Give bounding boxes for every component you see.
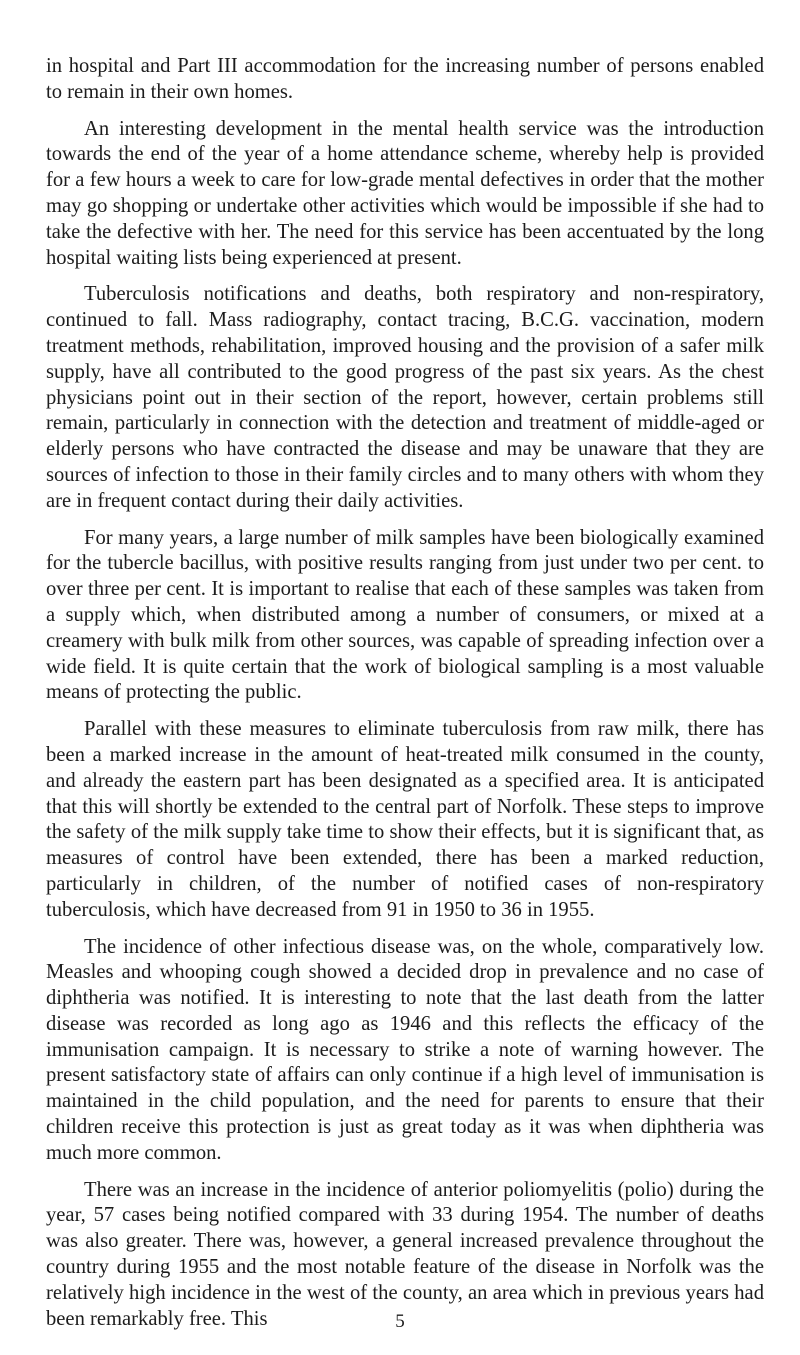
paragraph-infectious-disease: The incidence of other infectious disease was, on the whole, comparatively low. Measles and whooping cough showed a decided drop in prevalence and no case of diphtheria was notified. It is interesting to note that the last death from the latter disease was recorded as long ago as 1946 and this reflects the efficacy of the immunisation campaign. It is necessary to strike a note of warning however. The present satisfactory state of affairs can only continue if a high level of immunisation is maintained in the child population, and the need for parents to ensure that their children receive this protection is just as great today as it was when diphtheria was much more common. <box>46 935 764 1164</box>
page-number: 5 <box>395 1311 405 1332</box>
paragraph-heat-treated-milk: Parallel with these measures to eliminate tuberculosis from raw milk, there has been a marked increase in the amount of heat-treated milk consumed in the county, and already the eastern part has been designated as a specified area. It is anticipated that this will shortly be extended to the central part of Norfolk. These steps to improve the safety of the milk supply take time to show their effects, but it is significant that, as measures of control have been extended, there has been a marked reduction, particularly in children, of the number of notified cases of non-respiratory tuberculosis, which have decreased from 91 in 1950 to 36 in 1955. <box>46 718 764 921</box>
document-page <box>46 54 764 1332</box>
paragraph-hospital-accommodation: in hospital and Part III accommodation for the increasing number of persons enabled to remain in their own homes. <box>46 55 764 103</box>
paragraph-poliomyelitis: There was an increase in the incidence of anterior poliomyelitis (polio) during the year, 57 cases being notified compared with 33 during 1954. The number of deaths was also greater. There was, however, a general increased prevalence throughout the country during 1955 and the most notable feature of the disease in Norfolk was the relatively high incidence in the west of the county, an area which in previous years had been remarkably free. This <box>46 1178 764 1330</box>
paragraph-tuberculosis-notifications: Tuberculosis notifications and deaths, both respiratory and non-respiratory, continued to fall. Mass radiography, contact tracing, B.C.G. vaccination, modern treatment methods, rehabilitation, improved housing and the provision of a safer milk supply, have all contributed to the good progress of the past six years. As the chest physicians point out in their section of the report, however, certain problems still remain, particularly in connection with the detection and treatment of middle-aged or elderly persons who have contracted the disease and may be unaware that they are sources of infection to those in their family circles and to many others with whom they are in frequent contact during their daily activities. <box>46 283 764 512</box>
paragraph-mental-health-service: An interesting development in the mental health service was the introduction towards the end of the year of a home attendance scheme, whereby help is provided for a few hours a week to care for low-grade mental defectives in order that the mother may go shopping or undertake other activities which would be impossible if she had to take the defective with her. The need for this service has been accentuated by the long hospital waiting lists being experienced at present. <box>46 117 764 269</box>
paragraph-milk-samples: For many years, a large number of milk samples have been biologically examined for the tubercle bacillus, with positive results ranging from just under two per cent. to over three per cent. It is important to realise that each of these samples was taken from a supply which, when distributed among a number of consumers, or mixed at a creamery with bulk milk from other sources, was capable of spreading infection over a wide field. It is quite certain that the work of biological sampling is a most valuable means of protecting the public. <box>46 526 764 704</box>
